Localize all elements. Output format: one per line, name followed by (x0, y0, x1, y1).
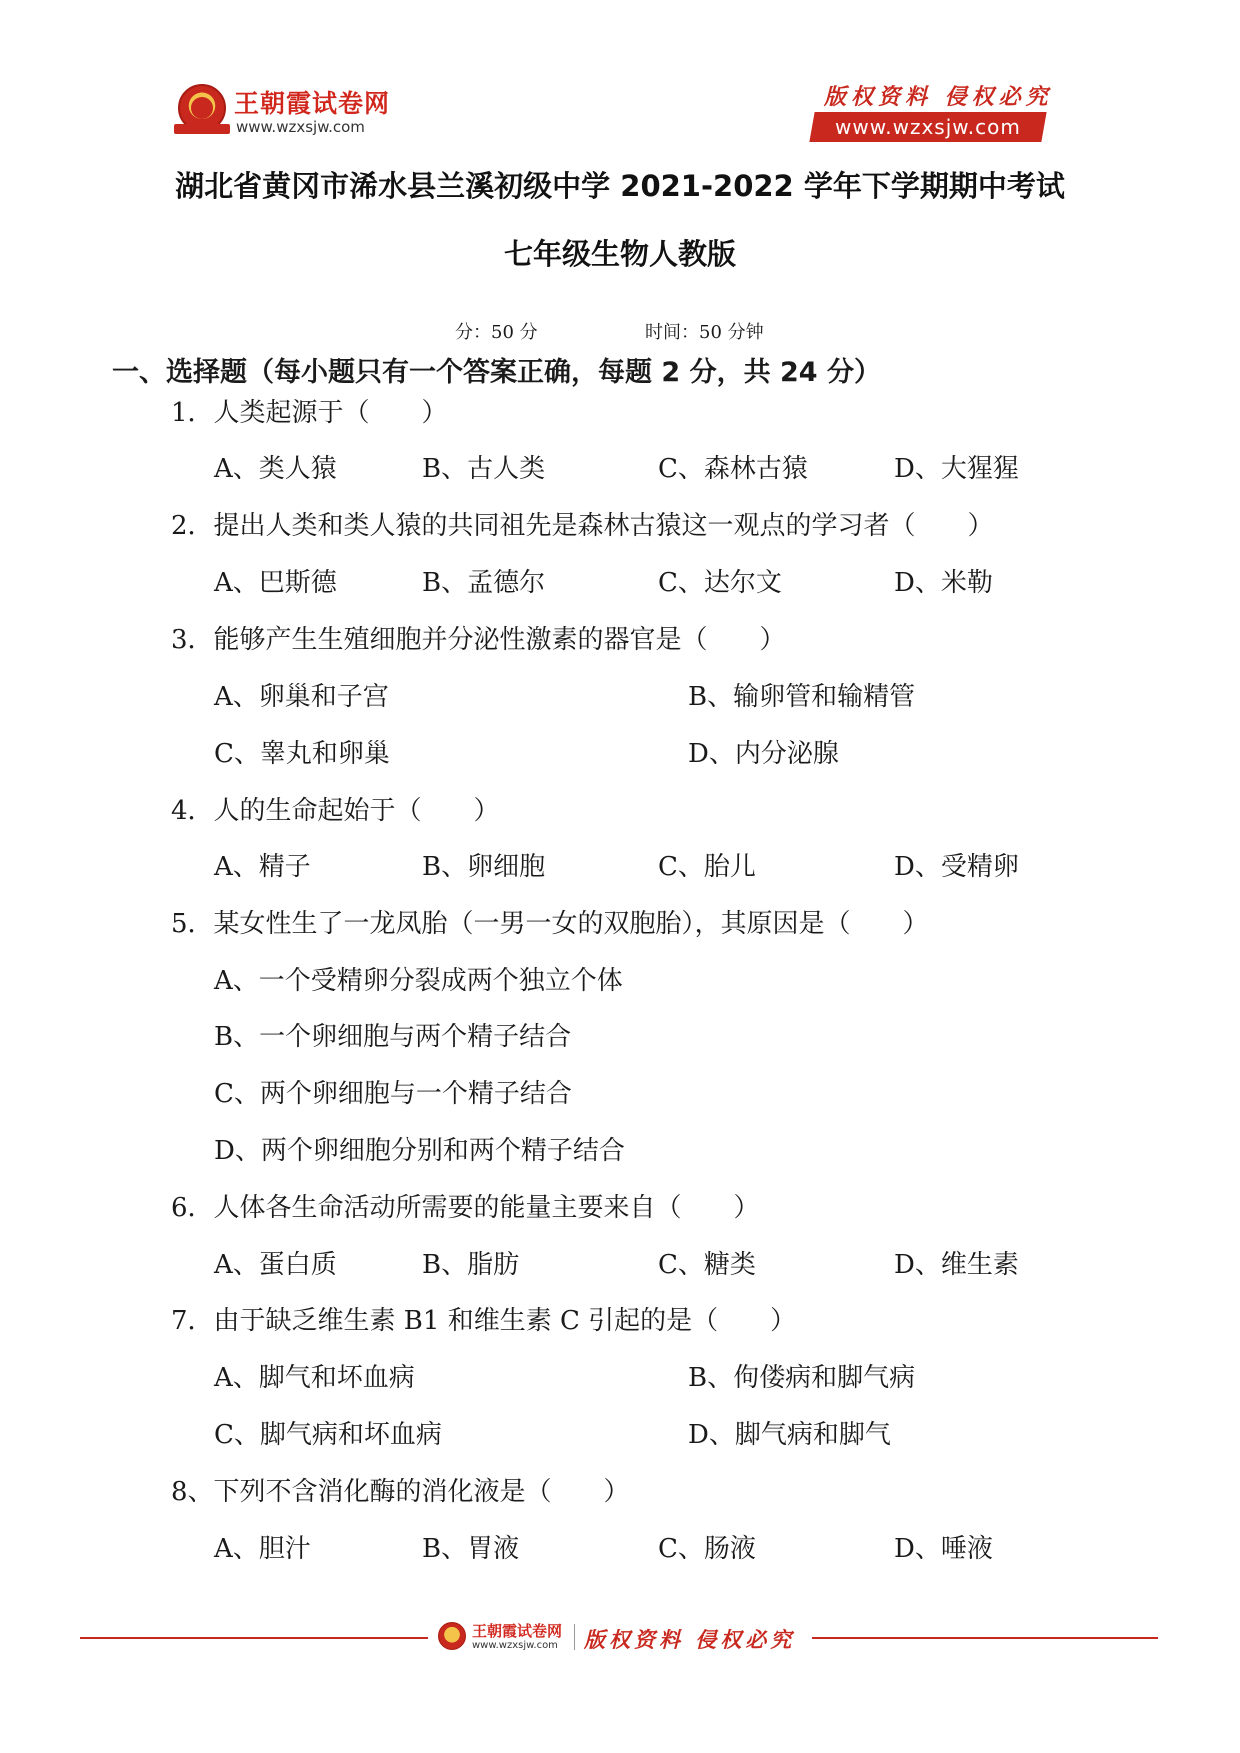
option-d: D、大猩猩 (894, 454, 1019, 484)
site-logo (178, 80, 428, 142)
copyright-stamp (812, 80, 1052, 142)
section-heading: 一、选择题（每小题只有一个答案正确，每题 2 分，共 24 分） (112, 357, 881, 388)
option-d: D、唾液 (894, 1534, 993, 1564)
option-c: C、睾丸和卵巢 (214, 739, 390, 769)
footer-logo (438, 1620, 810, 1656)
option-b: B、输卵管和输精管 (688, 682, 916, 712)
question-stem: 3．能够产生生殖细胞并分泌性激素的器官是（ ） (171, 625, 786, 655)
option-a: A、类人猿 (214, 454, 337, 484)
footer-copyright: 版权资料 侵权必究 (584, 1627, 796, 1652)
option-a: A、精子 (214, 852, 311, 882)
option-a: A、巴斯德 (214, 568, 337, 598)
footer-logo-url: www.wzxsjw.com (472, 1640, 558, 1651)
option-d: D、米勒 (894, 568, 993, 598)
question-stem: 1．人类起源于（ ） (171, 398, 448, 428)
footer-divider-right (812, 1637, 1158, 1639)
question-stem: 6．人体各生命活动所需要的能量主要来自（ ） (171, 1193, 760, 1223)
option-b: B、卵细胞 (422, 852, 546, 882)
logo-url: www.wzxsjw.com (236, 118, 365, 136)
copyright-text: 版权资料 侵权必究 (824, 84, 1053, 110)
option-d: D、受精卵 (894, 852, 1019, 882)
logo-name: 王朝霞试卷网 (234, 89, 391, 118)
option-b: B、孟德尔 (422, 568, 546, 598)
option-c: C、糖类 (658, 1250, 756, 1280)
option-c: C、脚气病和坏血病 (214, 1420, 442, 1450)
footer-logo-name: 王朝霞试卷网 (472, 1622, 563, 1640)
question-stem: 7．由于缺乏维生素 B1 和维生素 C 引起的是（ ） (171, 1306, 797, 1336)
footer-divider-left (80, 1637, 428, 1639)
option-a: A、胆汁 (214, 1534, 311, 1564)
option-b: B、佝偻病和脚气病 (688, 1363, 916, 1393)
option-c: C、胎儿 (658, 852, 756, 882)
option-b: B、胃液 (422, 1534, 520, 1564)
option-c: C、森林古猿 (658, 454, 808, 484)
option-c: C、肠液 (658, 1534, 756, 1564)
question-stem: 2．提出人类和类人猿的共同祖先是森林古猿这一观点的学习者（ ） (171, 511, 994, 541)
total-score: 分：50 分 (455, 322, 538, 343)
option-b: B、一个卵细胞与两个精子结合 (214, 1022, 572, 1052)
copyright-url: www.wzxsjw.com (835, 115, 1021, 139)
question-stem: 8、下列不含消化酶的消化液是（ ） (171, 1477, 630, 1507)
exam-title: 湖北省黄冈市浠水县兰溪初级中学 2021-2022 学年下学期期中考试 (175, 169, 1065, 203)
option-d: D、两个卵细胞分别和两个精子结合 (214, 1136, 625, 1166)
exam-time: 时间：50 分钟 (645, 322, 764, 343)
option-d: D、内分泌腺 (688, 739, 839, 769)
option-a: A、一个受精卵分裂成两个独立个体 (214, 966, 623, 996)
question-stem: 5．某女性生了一龙凤胎（一男一女的双胞胎），其原因是（ ） (171, 909, 929, 939)
option-a: A、脚气和坏血病 (214, 1363, 415, 1393)
option-b: B、古人类 (422, 454, 546, 484)
seal-icon (438, 1622, 466, 1650)
question-stem: 4．人的生命起始于（ ） (171, 796, 500, 826)
option-b: B、脂肪 (422, 1250, 520, 1280)
option-d: D、脚气病和脚气 (688, 1420, 891, 1450)
ribbon-icon (174, 124, 230, 134)
option-c: C、两个卵细胞与一个精子结合 (214, 1079, 572, 1109)
option-a: A、蛋白质 (214, 1250, 337, 1280)
option-d: D、维生素 (894, 1250, 1019, 1280)
exam-subtitle: 七年级生物人教版 (503, 237, 736, 271)
copyright-url-bar (809, 112, 1046, 142)
option-a: A、卵巢和子宫 (214, 682, 389, 712)
footer-separator (574, 1624, 575, 1650)
option-c: C、达尔文 (658, 568, 782, 598)
